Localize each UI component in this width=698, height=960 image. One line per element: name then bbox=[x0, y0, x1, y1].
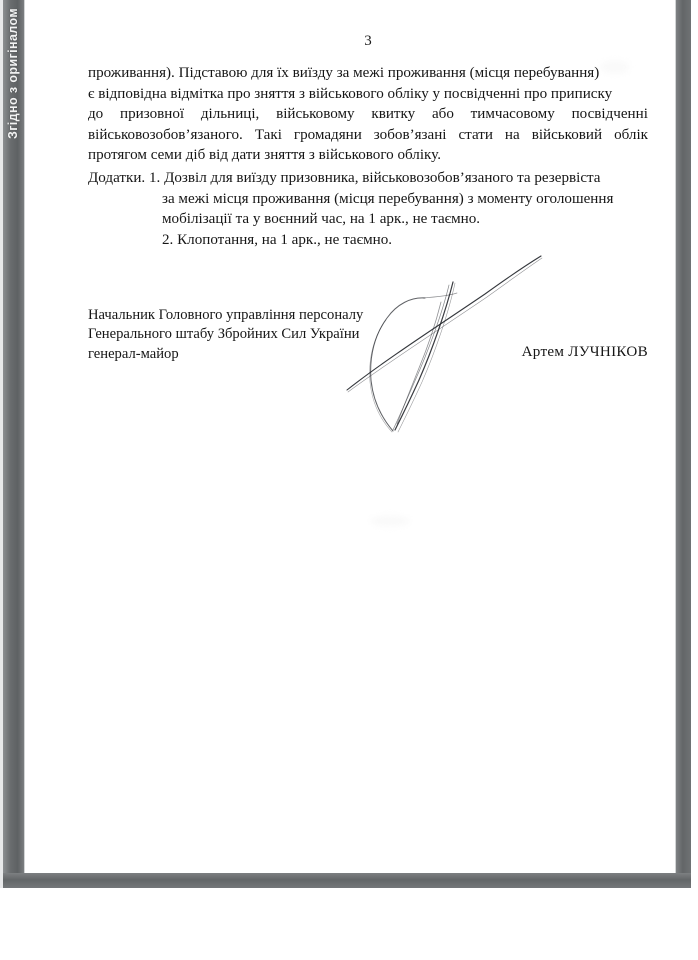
paragraph-line-3 bbox=[88, 104, 648, 125]
signatory-title-line-1: Начальник Головного управління персоналу bbox=[88, 307, 364, 323]
signatory-title-line-2: Генерального штабу Збройних Сил України bbox=[88, 326, 360, 343]
attachment-2-text: 2. Клопотання, на 1 арк., не таємно. bbox=[162, 231, 393, 248]
paragraph-word: призовної bbox=[120, 106, 185, 123]
paragraph-word: військовий bbox=[531, 126, 603, 143]
paragraph-word: на bbox=[504, 126, 520, 143]
page-left-border-band bbox=[3, 0, 24, 888]
attachments-first-line bbox=[88, 168, 648, 189]
paragraph-word: квитку bbox=[371, 106, 416, 123]
paragraph-word: посвідченні bbox=[571, 106, 648, 123]
paragraph-word: військовозобов’язаного. bbox=[88, 126, 243, 143]
paragraph-line-5: протягом семи діб від дати зняття з військового обліку. bbox=[88, 147, 441, 164]
paragraph-word: військовому bbox=[276, 106, 355, 123]
paragraph-word: облік bbox=[614, 126, 648, 143]
paragraph-word: стати bbox=[458, 126, 493, 143]
main-paragraph bbox=[88, 63, 648, 166]
attachments-section bbox=[88, 168, 648, 250]
paragraph-word: громадяни bbox=[293, 126, 362, 143]
paragraph-line-4 bbox=[88, 125, 648, 146]
attachment-1-text-line-1: Дозвіл для виїзду призовника, військовозобов’язаного та резервіста bbox=[164, 170, 601, 186]
paragraph-word: або bbox=[431, 106, 454, 123]
paragraph-word: тимчасовому bbox=[470, 106, 555, 123]
attachment-1-text-line-3: мобілізації та у воєнний час, на 1 арк., не таємно. bbox=[162, 211, 481, 228]
scan-artifact bbox=[370, 515, 410, 527]
paragraph-line-1: проживання). Підставою для їх виїзду за межі проживання (місця перебування) bbox=[88, 65, 600, 81]
attachment-1-number: 1. bbox=[148, 170, 161, 186]
page-bottom-border-band bbox=[3, 873, 691, 888]
certification-stamp-label: Згідно з оригіналом bbox=[6, 8, 20, 140]
attachment-1-text-line-2: за межі місця проживання (місця перебування) з моменту оголошення bbox=[162, 190, 614, 207]
paragraph-word: до bbox=[88, 106, 104, 123]
signature-section bbox=[88, 306, 648, 364]
paragraph-word: дільниці, bbox=[200, 106, 260, 123]
paragraph-line-2: є відповідна відмітка про зняття з військового обліку у посвідченні про приписку bbox=[88, 85, 613, 102]
paragraph-word: Такі bbox=[254, 126, 282, 143]
page-right-border-band bbox=[676, 0, 691, 888]
page-number: 3 bbox=[364, 33, 372, 49]
signatory-title-line-3: генерал-майор bbox=[88, 345, 179, 362]
signatory-name: Артем ЛУЧНІКОВ bbox=[521, 344, 648, 360]
paragraph-word: зобов’язані bbox=[373, 126, 447, 143]
attachments-label: Додатки. bbox=[88, 170, 146, 186]
